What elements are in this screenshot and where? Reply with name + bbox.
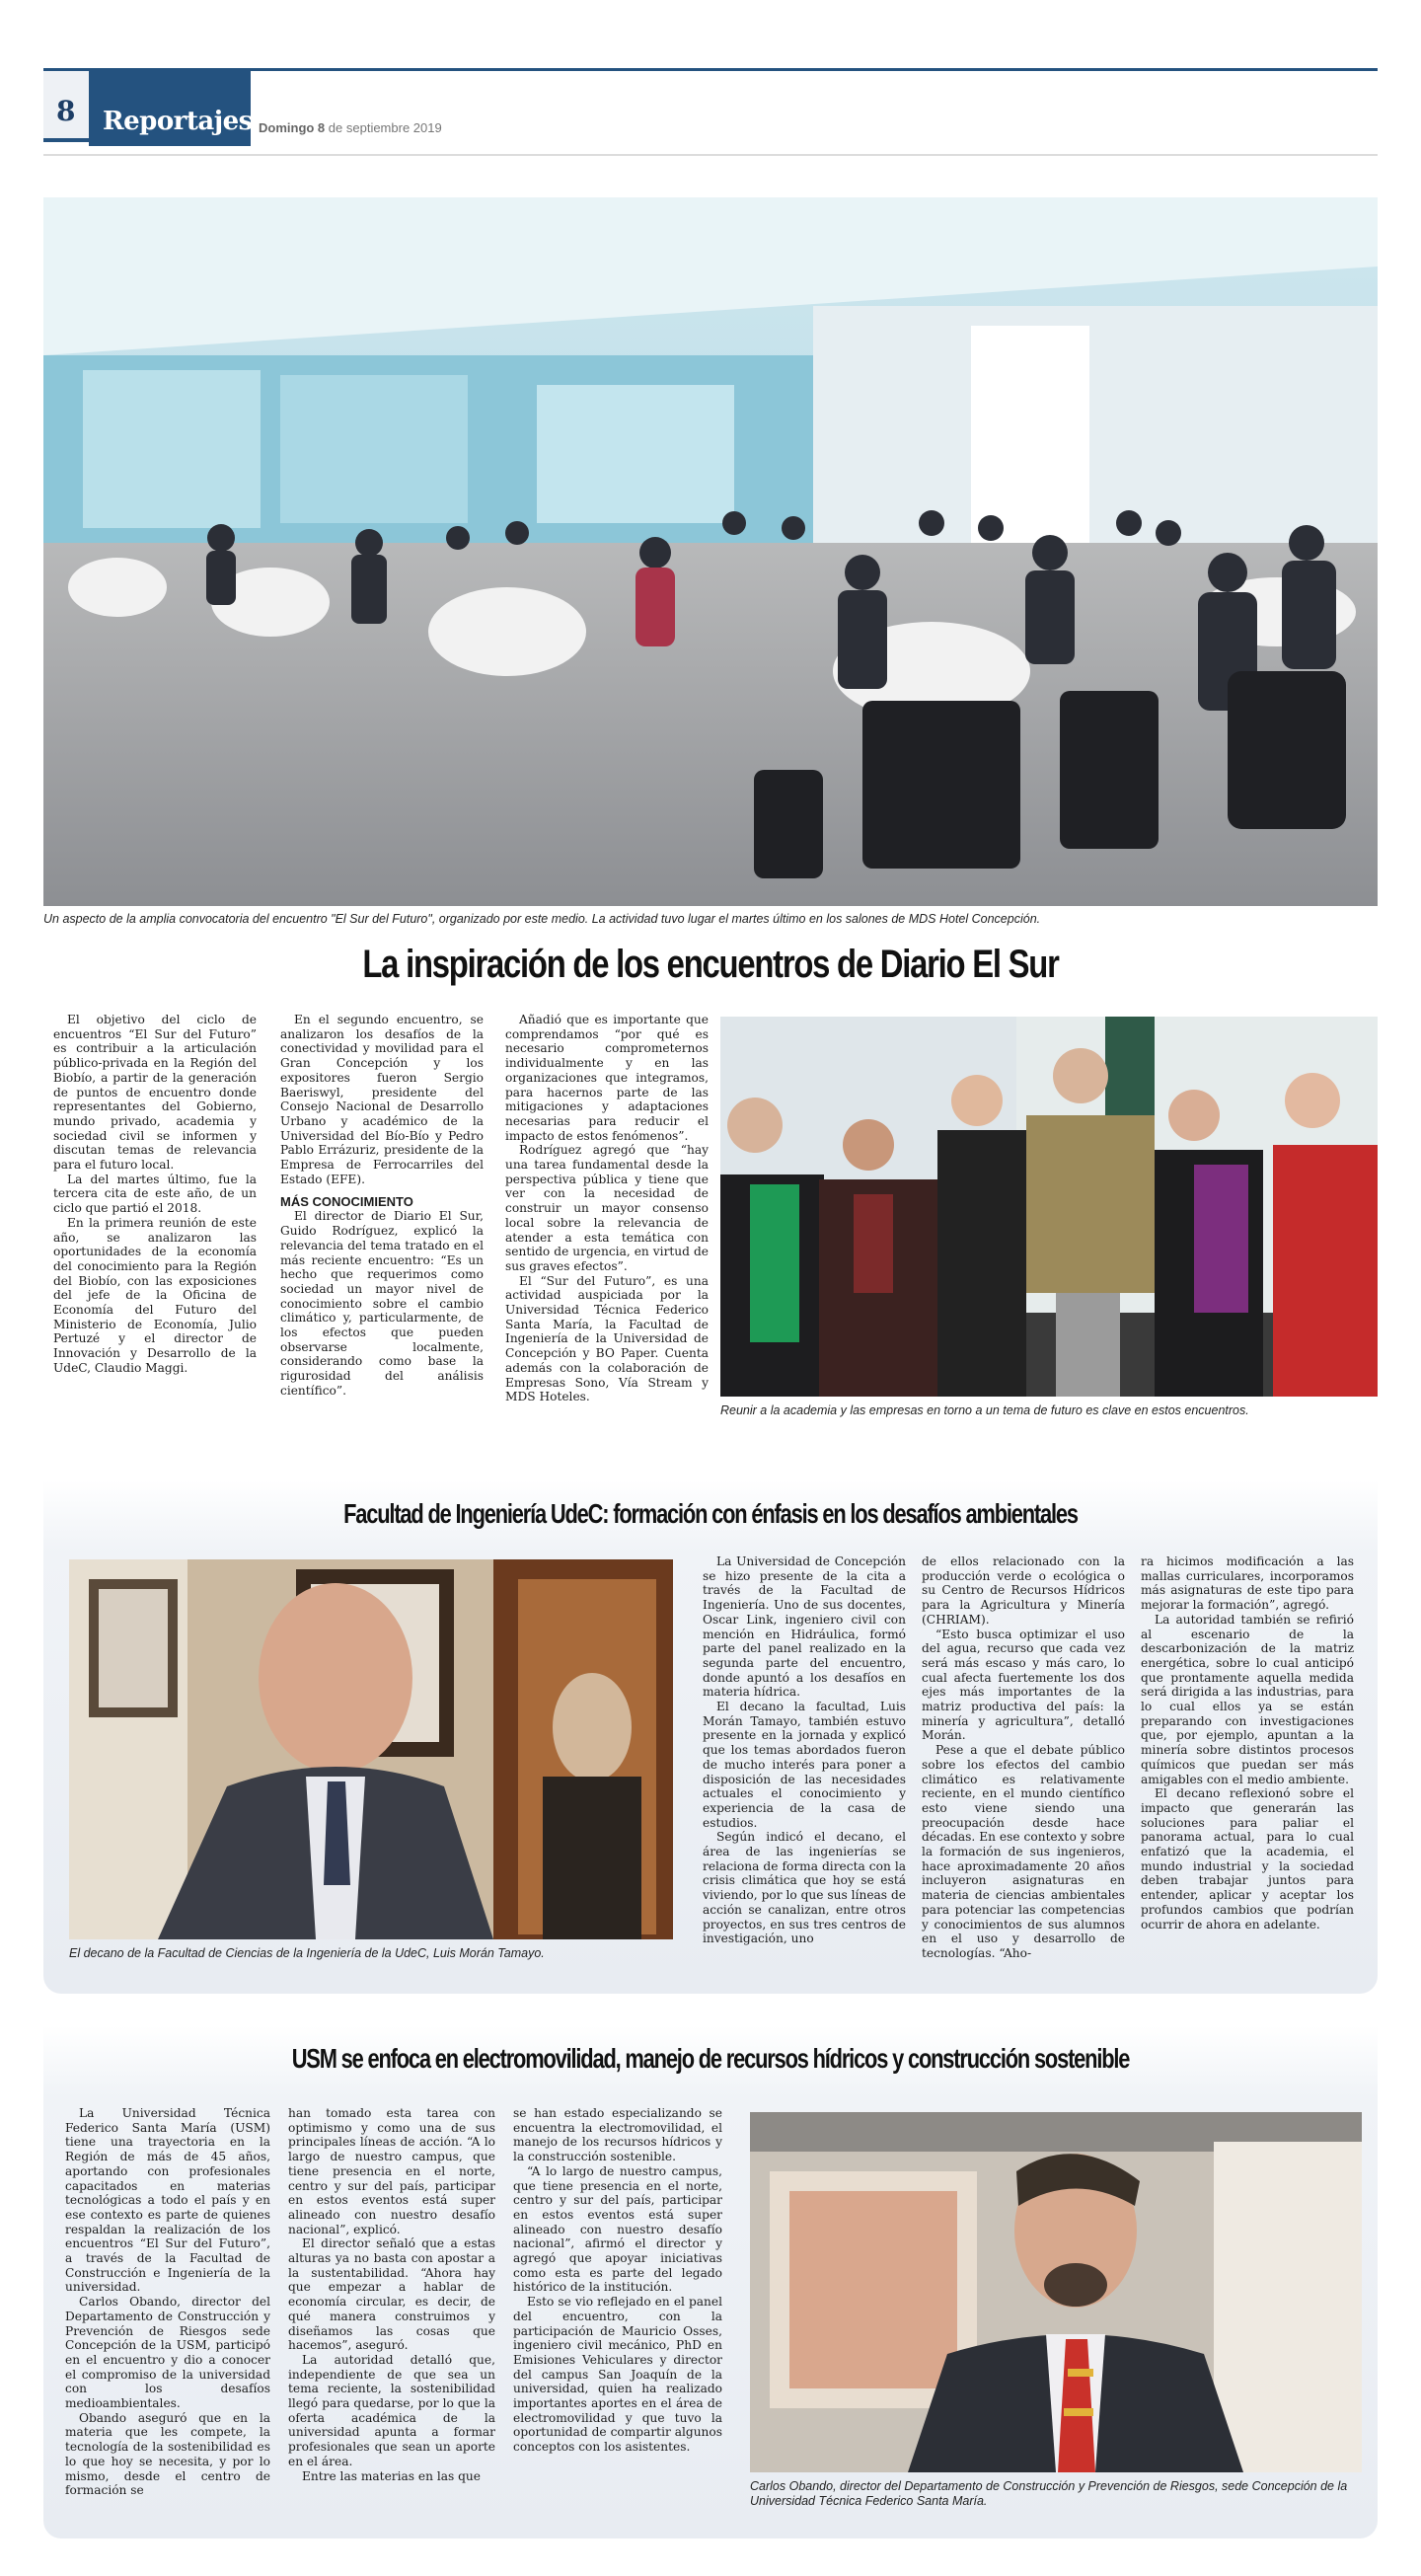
- paragraph: El “Sur del Futuro”, es una actividad auspiciada por la Universidad Técnica Federico Santa María, la Facultad de Ingeniería de la Universidad de Concepción y BO Paper. Cuenta además con la colaboración de Empresas Sono, Vía Stream y MDS Hoteles.: [505, 1273, 709, 1404]
- main-photo-caption: Un aspecto de la amplia convocatoria del encuentro "El Sur del Futuro", organizado por este medio. La actividad tuvo lugar el martes último en los salones de MDS Hotel Concepción.: [43, 912, 1041, 926]
- main-headline: La inspiración de los encuentros de Diario El Sur: [362, 943, 1059, 986]
- udec-article-column-2: [922, 1554, 1125, 1961]
- paragraph: Carlos Obando, director del Departamento de Construcción y Prevención de Riesgos sede Concepción de la USM, participó en el encuentro y dio a conocer el compromiso de la universidad con los desafíos medioambientales.: [65, 2295, 270, 2411]
- group-photo-caption: Reunir a la academia y las empresas en torno a un tema de futuro es clave en estos encuentros.: [720, 1403, 1249, 1417]
- main-article-column-2: [280, 1013, 484, 1399]
- main-article-column-3: [505, 1013, 709, 1404]
- paragraph: Esto se vio reflejado en el panel del encuentro, con la participación de Mauricio Osses, ingeniero civil mecánico, PhD en Emisiones Vehiculares y director del campus San Joaquín de la universidad, quien ha realizado importantes aportes en el área de electromovilidad y que tuvo la oportunidad de compartir algunos conceptos con los asistentes.: [513, 2295, 722, 2455]
- paragraph: Pese a que el debate público sobre los efectos del cambio climático es relativamente reciente, en el mundo científico esto viene siendo una preocupación desde hace décadas. En ese contexto y sobre la formación de sus ingenieros, hace aproximadamente 20 años incluyeron asignaturas en materia de ciencias ambientales para potenciar las competencias y conocimientos de sus alumnos en el uso y desarrollo de tecnologías. “Aho-: [922, 1743, 1125, 1960]
- director-portrait-photo-icon: [750, 2112, 1362, 2472]
- udec-article-column-1: [703, 1554, 906, 1946]
- paragraph: En el segundo encuentro, se analizaron los desafíos de la conectividad y movilidad para el Gran Concepción y los expositores fueron Sergio Baeriswyl, presidente del Consejo Nacional de Desarrollo Urbano y académico de la Universidad del Bío-Bío y Pedro Pablo Errázuriz, presidente de la Empresa de Ferrocarriles del Estado (EFE).: [280, 1013, 484, 1186]
- director-photo-caption: Carlos Obando, director del Departamento de Construcción y Prevención de Riesgos, sede Concepción de la Universidad Técnica Federico Santa María.: [750, 2479, 1348, 2508]
- paragraph: La autoridad detalló que, independiente de que sea un tema reciente, la sostenibilidad llegó para quedarse, por lo que la oferta académica de la universidad apunta a formar profesionales que sean un aporte en el área.: [288, 2352, 495, 2468]
- paragraph: Entre las materias en las que: [302, 2468, 481, 2483]
- event-hall-photo-icon: [43, 197, 1378, 906]
- usm-headline: USM se enfoca en electromovilidad, manejo de recursos hídricos y construcción sostenible: [291, 2043, 1130, 2074]
- paragraph: La Universidad de Concepción se hizo presente de la cita a través de la Facultad de Ingeniería. Uno de sus docentes, Oscar Link, ingeniero civil con mención en Hidráulica, formó parte del panel realizado en la segunda parte del encuentro, donde apuntó a los desafíos en materia hídrica.: [703, 1554, 906, 1700]
- group-photo-icon: [720, 1017, 1378, 1397]
- usm-article-column-1: [65, 2106, 270, 2498]
- paragraph: “Esto busca optimizar el uso del agua, recurso que cada vez será más escaso y más caro, lo cual afecta fuertemente los dos ejes más importantes de la matriz productiva del país: la minería y agricultura”, detalló Morán.: [922, 1627, 1125, 1743]
- paragraph: “A lo largo de nuestro campus, que tiene presencia en el norte, centro y sur del país, participar en estos eventos está super alineado con nuestro desafío nacional”, afirmó el director y agregó que apoyar iniciativas como esta es parte del legado histórico de la institución.: [513, 2163, 722, 2295]
- subheading: MÁS CONOCIMIENTO: [280, 1194, 413, 1210]
- dean-portrait-photo-icon: [69, 1559, 673, 1939]
- event-hall-photo: [43, 197, 1378, 906]
- paragraph: La autoridad también se refirió al escenario de la descarbonización de la matriz energética, sobre lo cual anticipó que prontamente aquella medida será dirigida a las industrias, para lo cual ellos ya se están preparando con investigaciones que, por ejemplo, apuntan a la minería sobre distintos procesos químicos que puedan ser más amigables con el medio ambiente.: [1141, 1612, 1354, 1786]
- page-number: 8: [43, 71, 89, 142]
- paragraph: En la primera reunión de este año, se analizaron las oportunidades de la economía del conocimiento para la Región del Biobío, con las exposiciones del jefe de la Oficina de Economía del Futuro del Ministerio de Economía, Julio Pertuzé y el director de Innovación y Desarrollo de la UdeC, Claudio Maggi.: [53, 1215, 257, 1375]
- paragraph-continued: han tomado esta tarea con optimismo y como una de sus principales líneas de acción. “A lo largo de nuestro campus, que tiene presencia en el norte, centro y sur del país, participar en estos eventos está super alineado con nuestro desafío nacional”, explicó.: [288, 2106, 495, 2236]
- udec-article-column-3: [1141, 1554, 1354, 1932]
- section-title: Reportajes: [89, 71, 251, 146]
- paragraph: El objetivo del ciclo de encuentros “El Sur del Futuro” es contribuir a la articulación público-privada en la Región del Biobío, a partir de la generación de puntos de encuentro donde representantes del Gobierno, mundo privado, academia y sociedad civil se informen y discutan temas de relevancia para el futuro local.: [53, 1013, 257, 1173]
- paragraph: Obando aseguró que en la materia que les compete, la tecnología de la sostenibilidad es lo que hoy se necesita, y por lo mismo, desde el centro de formación se: [65, 2410, 270, 2498]
- usm-article-column-3: [513, 2106, 722, 2455]
- paragraph: El decano la facultad, Luis Morán Tamayo, también estuvo presente en la jornada y explicó que los temas abordados fueron de mucho interés para poner a disposición de las necesidades actuales el conocimiento y experiencia de la casa de estudios.: [703, 1700, 906, 1830]
- paragraph: El decano reflexionó sobre el impacto que generarán las soluciones para paliar el panorama actual, para lo cual enfatizó que la academia, el mundo industrial y la sociedad deben trabajar juntos para entender, aplicar y aceptar los profundos cambios que podrían ocurrir de ahora en adelante.: [1141, 1786, 1354, 1932]
- dateline-rest: de septiembre 2019: [328, 120, 442, 135]
- paragraph-continued: ra hicimos modificación a las mallas curriculares, incorporamos más asignaturas de este tipo para mejorar la formación”, agregó.: [1141, 1554, 1354, 1613]
- dateline: [259, 120, 442, 135]
- udec-headline: Facultad de Ingeniería UdeC: formación con énfasis en los desafíos ambientales: [343, 1498, 1078, 1529]
- dateline-day: Domingo 8: [259, 120, 326, 135]
- paragraph: La del martes último, fue la tercera cita de este año, de un ciclo que partió el 2018.: [53, 1172, 257, 1216]
- header-divider: [43, 154, 1378, 156]
- paragraph: Añadió que es importante que comprendamos “por qué es necesario comprometernos individualmente y en las organizaciones que integramos, para hacernos parte de las mitigaciones y adaptaciones necesarias para reducir el impacto de estos fenómenos”.: [505, 1013, 709, 1143]
- paragraph: Rodríguez agregó que “hay una tarea fundamental desde la perspectiva pública y tiene que ver con la necesidad de construir un mayor consenso local sobre la relevancia de atender a esta temática con sentido de urgencia, en virtud de sus graves efectos”.: [505, 1143, 709, 1273]
- dean-portrait-photo: [69, 1559, 673, 1939]
- paragraph: Según indicó el decano, el área de las ingenierías se relaciona de forma directa con la crisis climática que hoy se está viviendo, por lo que sus líneas de acción se canalizan, entre otros proyectos, en sus tres centros de investigación, uno: [703, 1830, 906, 1946]
- director-portrait-photo: [750, 2112, 1362, 2472]
- paragraph-continued: de ellos relacionado con la producción verde o ecológica o su Centro de Recursos Hídricos para la Agricultura y Minería (CHRIAM).: [922, 1554, 1125, 1627]
- usm-article-column-2: [288, 2106, 495, 2483]
- main-article-column-1: [53, 1013, 257, 1376]
- paragraph-continued: se han estado especializando se encuentra la electromovilidad, el manejo de los recursos hídricos y la construcción sostenible.: [513, 2106, 722, 2164]
- group-photo: [720, 1017, 1378, 1397]
- paragraph: El director señaló que a estas alturas ya no basta con apostar a la sustentabilidad. “Ahora hay que empezar a hablar de economía circular, es decir, de qué manera construimos y diseñamos las cosas que hacemos”, aseguró.: [288, 2236, 495, 2353]
- paragraph: El director de Diario El Sur, Guido Rodríguez, explicó la relevancia del tema tratado en el más reciente encuentro: “Es un hecho que requerimos como sociedad un mayor nivel de conocimiento sobre el cambio climático y, particularmente, de los efectos que pueden observarse localmente, considerando como base la rigurosidad del análisis científico”.: [280, 1209, 484, 1398]
- paragraph: La Universidad Técnica Federico Santa María (USM) tiene una trayectoria en la Región de más de 45 años, aportando con profesionales capacitados en materias tecnológicas a todo el país y en ese contexto es parte de quienes respaldan la realización de los encuentros “El Sur del Futuro”, a través de la Facultad de Construcción e Ingeniería de la universidad.: [65, 2106, 270, 2295]
- dean-photo-caption: El decano de la Facultad de Ciencias de la Ingeniería de la UdeC, Luis Morán Tamayo.: [69, 1946, 545, 1960]
